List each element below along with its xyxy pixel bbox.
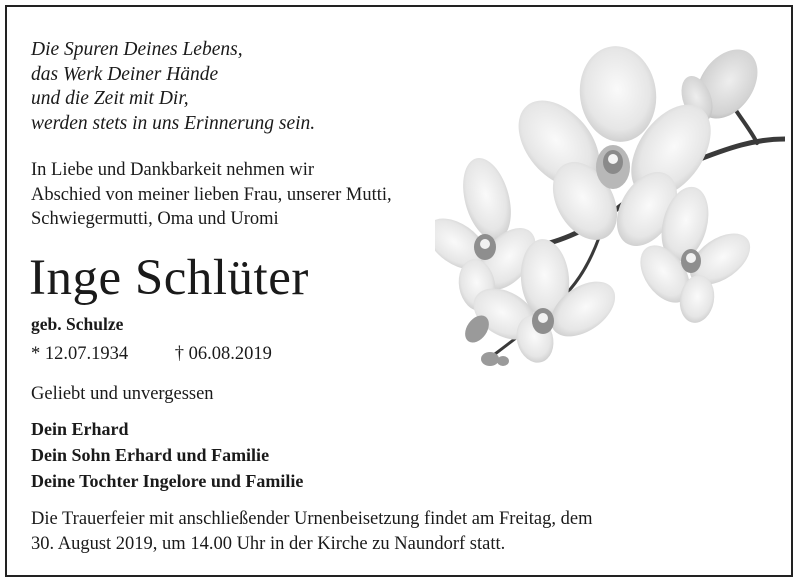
- family-line: Dein Sohn Erhard und Familie: [31, 445, 270, 465]
- service-line: Die Trauerfeier mit anschließender Urnenbeisetzung findet am Freitag, dem: [31, 509, 593, 529]
- farewell-intro: [31, 158, 392, 232]
- intro-line: Abschied von meiner lieben Frau, unserer Mutti,: [31, 184, 392, 205]
- poem-line: werden stets in uns Erinnerung sein.: [31, 112, 316, 134]
- funeral-service-notice: [31, 507, 593, 557]
- poem-line: das Werk Deiner Hände: [31, 63, 219, 85]
- birth-date: * 12.07.1934: [31, 344, 129, 364]
- poem-line: und die Zeit mit Dir,: [31, 88, 189, 109]
- poem-line: Die Spuren Deines Lebens,: [31, 39, 243, 60]
- intro-line: Schwiegermutti, Oma und Uromi: [31, 209, 279, 229]
- family-signatures: [31, 416, 303, 494]
- tagline: Geliebt und unvergessen: [31, 384, 214, 404]
- family-line: Dein Erhard: [31, 419, 129, 439]
- service-line: 30. August 2019, um 14.00 Uhr in der Kirche zu Naundorf statt.: [31, 534, 506, 554]
- life-dates: [31, 344, 272, 365]
- intro-line: In Liebe und Dankbarkeit nehmen wir: [31, 160, 315, 180]
- birth-name: geb. Schulze: [31, 314, 124, 334]
- family-line: Deine Tochter Ingelore und Familie: [31, 471, 304, 491]
- memorial-poem: [31, 38, 315, 136]
- obituary-card: [5, 5, 793, 577]
- death-date: † 06.08.2019: [174, 344, 272, 364]
- orchid-illustration: [435, 39, 785, 374]
- deceased-name: Inge Schlüter: [29, 250, 309, 306]
